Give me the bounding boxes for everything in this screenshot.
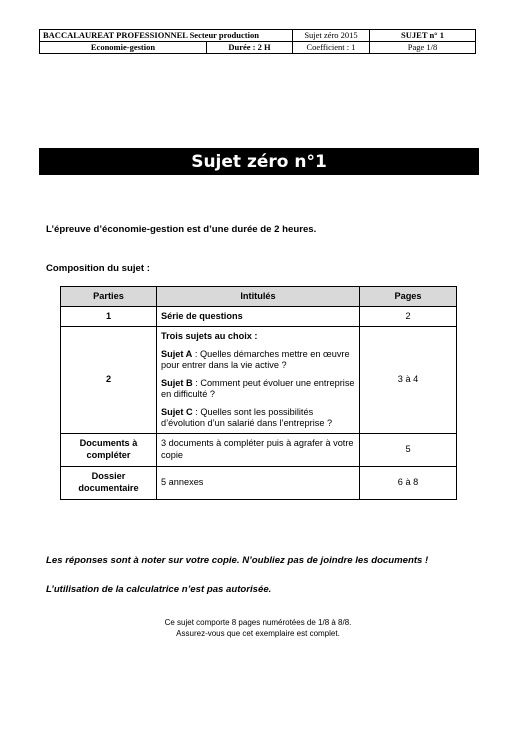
header-table [39, 29, 476, 54]
page-title: Sujet zéro n°1 [39, 148, 479, 175]
subject-a [161, 349, 355, 372]
row-part: 2 [61, 327, 157, 434]
row-part: Dossier documentaire [61, 466, 157, 499]
footer [0, 618, 516, 639]
subjects-heading: Trois sujets au choix : [161, 331, 258, 341]
subject-number: SUJET n° 1 [370, 30, 476, 42]
table-row [61, 307, 457, 327]
duration: Durée : 2 H [228, 42, 271, 52]
table-row [61, 433, 457, 466]
composition-label: Composition du sujet : [46, 263, 150, 274]
exam-title: BACCALAUREAT PROFESSIONNEL Secteur production [40, 30, 293, 42]
intro-text: L’épreuve d’économie-gestion est d’une durée de 2 heures. [46, 224, 317, 235]
row-part: Documents à compléter [61, 433, 157, 466]
header-pages: Pages [360, 287, 457, 307]
row-title [157, 327, 360, 434]
table-row [61, 327, 457, 434]
subject-b [161, 378, 355, 401]
page-number: Page 1/8 [370, 42, 476, 54]
session: Sujet zéro 2015 [293, 30, 370, 42]
row-pages: 3 à 4 [360, 327, 457, 434]
discipline: Economie-gestion [40, 42, 207, 53]
note-answers: Les réponses sont à noter sur votre copie. N’oubliez pas de joindre les documents ! [46, 555, 429, 566]
subject-b-text: : Comment peut évoluer une entreprise en difficulté ? [161, 377, 355, 399]
subject-b-label: Sujet B [161, 377, 193, 388]
row-title: 5 annexes [157, 466, 360, 499]
discipline-duration-cell [40, 42, 293, 54]
row-title: Série de questions [157, 307, 360, 327]
subject-a-label: Sujet A [161, 348, 193, 359]
coefficient: Coefficient : 1 [293, 42, 370, 54]
subject-c-text: : Quelles sont les possibilités d’évolution d’un salarié dans l’entreprise ? [161, 406, 333, 428]
header-parties: Parties [61, 287, 157, 307]
table-row [61, 466, 457, 499]
row-pages: 2 [360, 307, 457, 327]
table-header-row [61, 287, 457, 307]
footer-line-2: Assurez-vous que cet exemplaire est complet. [176, 628, 340, 638]
row-pages: 6 à 8 [360, 466, 457, 499]
row-title: 3 documents à compléter puis à agrafer à votre copie [157, 433, 360, 466]
subject-c-label: Sujet C [161, 406, 193, 417]
note-calculator: L’utilisation de la calculatrice n’est pas autorisée. [46, 584, 272, 595]
header-intitules: Intitulés [157, 287, 360, 307]
row-pages: 5 [360, 433, 457, 466]
composition-table [60, 286, 457, 500]
row-part: 1 [61, 307, 157, 327]
subject-c [161, 407, 355, 430]
subject-a-text: : Quelles démarches mettre en œuvre pour entrer dans la vie active ? [161, 348, 350, 370]
footer-line-1: Ce sujet comporte 8 pages numérotées de 1/8 à 8/8. [164, 618, 352, 627]
